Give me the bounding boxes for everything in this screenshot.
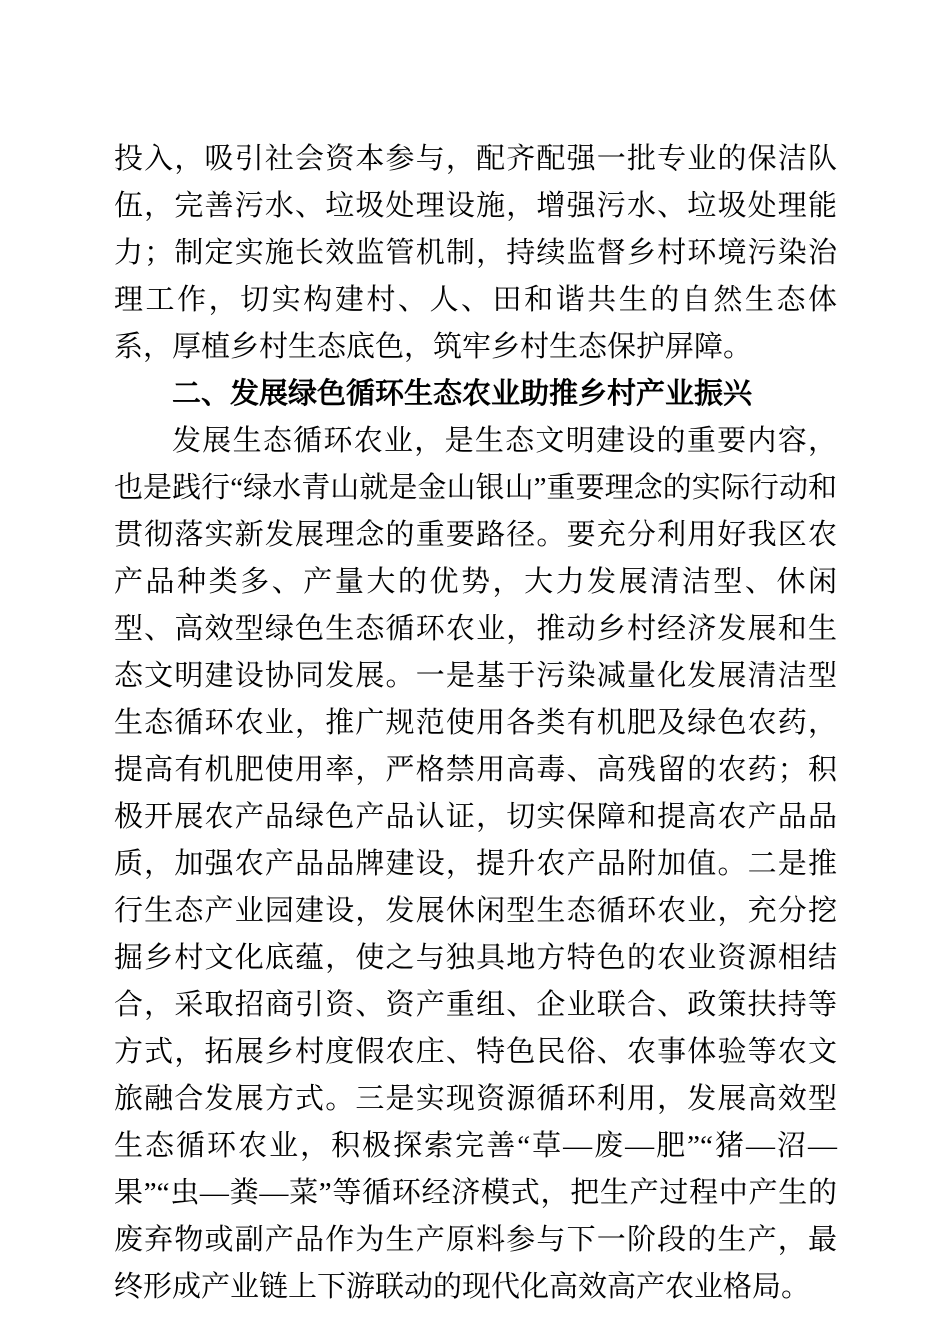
body-paragraph-section-two: 发展生态循环农业，是生态文明建设的重要内容，也是践行“绿水青山就是金山银山”重要理念的实际行动和贯彻落实新发展理念的重要路径。要充分利用好我区农产品种类多、产量大的优势，大力发展清洁型、休闲型、高效型绿色生态循环农业，推动乡村经济发展和生态文明建设协同发展。一是基于污染减量化发展清洁型生态循环农业，推广规范使用各类有机肥及绿色农药，提高有机肥使用率，严格禁用高毒、高残留的农药；积极开展农产品绿色产品认证，切实保障和提高农产品品质，加强农产品品牌建设，提升农产品附加值。二是推行生态产业园建设，发展休闲型生态循环农业，充分挖掘乡村文化底蕴，使之与独具地方特色的农业资源相结合，采取招商引资、资产重组、企业联合、政策扶持等方式，拓展乡村度假农庄、特色民俗、农事体验等农文旅融合发展方式。三是实现资源循环利用，发展高效型生态循环农业，积极探索完善“草—废—肥”“猪—沼—果”“虫—粪—菜”等循环经济模式，把生产过程中产生的废弃物或副产品作为生产原料参与下一阶段的生产，最终形成产业链上下游联动的现代化高效高产农业格局。 xyxy=(114,425,837,1303)
body-paragraph-continuation: 投入，吸引社会资本参与，配齐配强一批专业的保洁队伍，完善污水、垃圾处理设施，增强污水、垃圾处理能力；制定实施长效监管机制，持续监督乡村环境污染治理工作，切实构建村、人、田和谐共生的自然生态体系，厚植乡村生态底色，筑牢乡村生态保护屏障。 xyxy=(114,143,837,363)
section-heading: 二、发展绿色循环生态农业助推乡村产业振兴 xyxy=(172,378,753,410)
